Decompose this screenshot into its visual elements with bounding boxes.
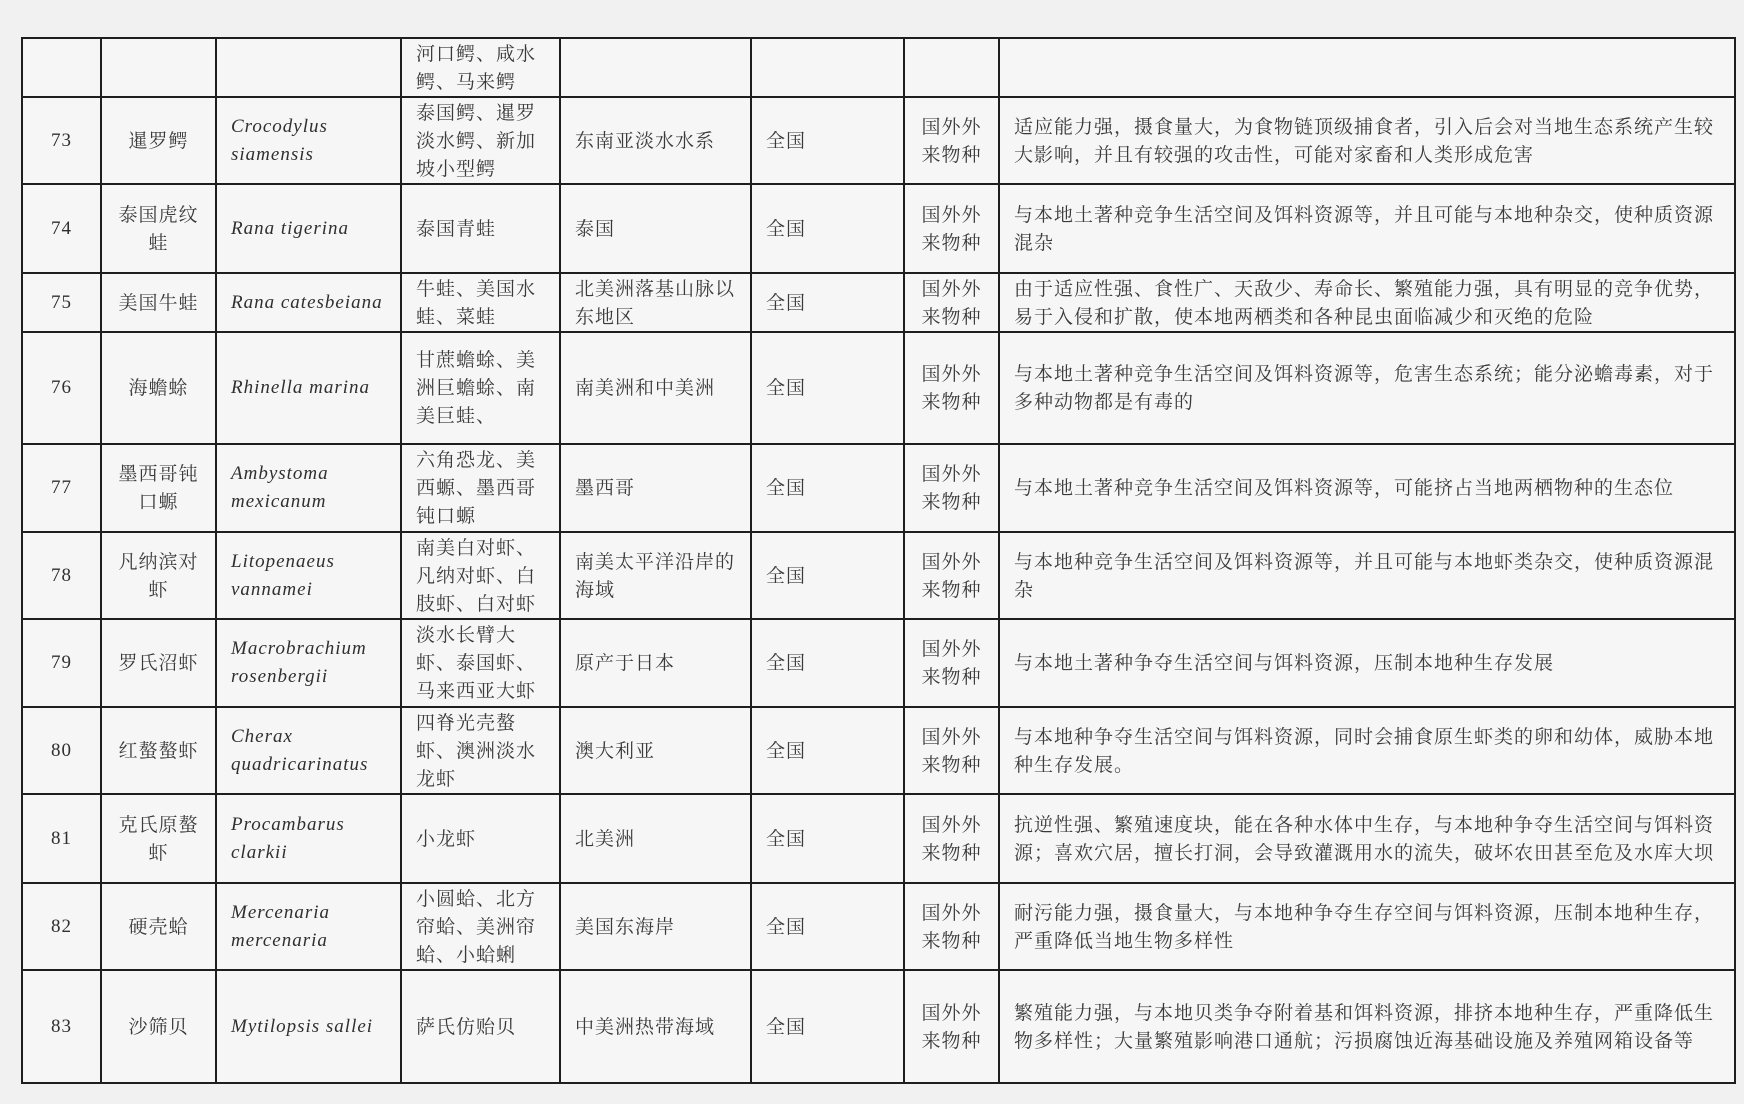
cell-alias: 河口鳄、咸水鳄、马来鳄: [401, 38, 560, 97]
cell-alias: 六角恐龙、美西螈、墨西哥钝口螈: [401, 444, 560, 532]
cell-chinese-name: 罗氏沼虾: [101, 619, 216, 707]
cell-category: 国外外来物种: [904, 332, 999, 444]
cell-alias: 淡水长臂大虾、泰国虾、马来西亚大虾: [401, 619, 560, 707]
table-row: [22, 619, 1735, 707]
cell-number: 81: [22, 794, 101, 883]
cell-origin: 南美太平洋沿岸的海域: [560, 532, 751, 619]
cell-scientific-name: Ambystoma mexicanum: [216, 444, 401, 532]
table-row: [22, 883, 1735, 970]
cell-distribution: 全国: [751, 619, 904, 707]
cell-chinese-name: 凡纳滨对虾: [101, 532, 216, 619]
cell-number: 76: [22, 332, 101, 444]
cell-category: [904, 38, 999, 97]
cell-chinese-name: [101, 38, 216, 97]
cell-category: 国外外来物种: [904, 184, 999, 273]
cell-distribution: 全国: [751, 332, 904, 444]
cell-harm: 与本地土著种竞争生活空间及饵料资源等，可能挤占当地两栖物种的生态位: [999, 444, 1735, 532]
cell-alias: 小龙虾: [401, 794, 560, 883]
cell-origin: 北美洲落基山脉以东地区: [560, 273, 751, 332]
cell-alias: 四脊光壳螯虾、澳洲淡水龙虾: [401, 707, 560, 794]
cell-chinese-name: 墨西哥钝口螈: [101, 444, 216, 532]
cell-origin: 墨西哥: [560, 444, 751, 532]
cell-category: 国外外来物种: [904, 444, 999, 532]
cell-distribution: 全国: [751, 444, 904, 532]
cell-distribution: 全国: [751, 273, 904, 332]
cell-number: 74: [22, 184, 101, 273]
cell-number: 77: [22, 444, 101, 532]
cell-harm: 抗逆性强、繁殖速度块，能在各种水体中生存，与本地种争夺生活空间与饵料资源；喜欢穴居，擅长打洞，会导致灌溉用水的流失，破坏农田甚至危及水库大坝: [999, 794, 1735, 883]
cell-chinese-name: 硬壳蛤: [101, 883, 216, 970]
cell-harm: 与本地种竞争生活空间及饵料资源等，并且可能与本地虾类杂交，使种质资源混杂: [999, 532, 1735, 619]
cell-alias: 牛蛙、美国水蛙、菜蛙: [401, 273, 560, 332]
cell-category: 国外外来物种: [904, 532, 999, 619]
table-row: [22, 794, 1735, 883]
cell-category: 国外外来物种: [904, 97, 999, 184]
cell-distribution: 全国: [751, 532, 904, 619]
cell-chinese-name: 美国牛蛙: [101, 273, 216, 332]
cell-chinese-name: 海蟾蜍: [101, 332, 216, 444]
cell-scientific-name: Cherax quadricarinatus: [216, 707, 401, 794]
cell-origin: 澳大利亚: [560, 707, 751, 794]
cell-scientific-name: Mytilopsis sallei: [216, 970, 401, 1083]
cell-alias: 泰国鳄、暹罗淡水鳄、新加坡小型鳄: [401, 97, 560, 184]
cell-alias: 萨氏仿贻贝: [401, 970, 560, 1083]
table-row: [22, 97, 1735, 184]
cell-category: 国外外来物种: [904, 619, 999, 707]
cell-harm: [999, 38, 1735, 97]
cell-number: [22, 38, 101, 97]
document-page: [21, 37, 1734, 1082]
cell-distribution: 全国: [751, 707, 904, 794]
alien-species-table: [21, 37, 1736, 1084]
cell-harm: 耐污能力强，摄食量大，与本地种争夺生存空间与饵料资源，压制本地种生存，严重降低当地生物多样性: [999, 883, 1735, 970]
table-row: [22, 444, 1735, 532]
cell-number: 80: [22, 707, 101, 794]
cell-harm: 与本地种争夺生活空间与饵料资源，同时会捕食原生虾类的卵和幼体，威胁本地种生存发展。: [999, 707, 1735, 794]
cell-scientific-name: Mercenaria mercenaria: [216, 883, 401, 970]
cell-scientific-name: Crocodylus siamensis: [216, 97, 401, 184]
cell-scientific-name: Rana tigerina: [216, 184, 401, 273]
cell-number: 73: [22, 97, 101, 184]
cell-chinese-name: 沙筛贝: [101, 970, 216, 1083]
cell-origin: 美国东海岸: [560, 883, 751, 970]
cell-category: 国外外来物种: [904, 707, 999, 794]
cell-harm: 由于适应性强、食性广、天敌少、寿命长、繁殖能力强，具有明显的竞争优势，易于入侵和扩散，使本地两栖类和各种昆虫面临减少和灭绝的危险: [999, 273, 1735, 332]
cell-distribution: 全国: [751, 883, 904, 970]
cell-scientific-name: Procambarus clarkii: [216, 794, 401, 883]
cell-origin: 东南亚淡水水系: [560, 97, 751, 184]
cell-scientific-name: Macrobrachium rosenbergii: [216, 619, 401, 707]
cell-harm: 适应能力强，摄食量大，为食物链顶级捕食者，引入后会对当地生态系统产生较大影响，并且有较强的攻击性，可能对家畜和人类形成危害: [999, 97, 1735, 184]
cell-harm: 与本地土著种争夺生活空间与饵料资源，压制本地种生存发展: [999, 619, 1735, 707]
table-row: [22, 38, 1735, 97]
table-row: [22, 184, 1735, 273]
cell-scientific-name: [216, 38, 401, 97]
table-row: [22, 273, 1735, 332]
cell-category: 国外外来物种: [904, 970, 999, 1083]
cell-alias: 小圆蛤、北方帘蛤、美洲帘蛤、小蛤蜊: [401, 883, 560, 970]
cell-origin: 南美洲和中美洲: [560, 332, 751, 444]
cell-number: 75: [22, 273, 101, 332]
cell-chinese-name: 泰国虎纹蛙: [101, 184, 216, 273]
table-row: [22, 970, 1735, 1083]
cell-distribution: 全国: [751, 794, 904, 883]
cell-scientific-name: Litopenaeus vannamei: [216, 532, 401, 619]
cell-origin: [560, 38, 751, 97]
cell-harm: 与本地土著种竞争生活空间及饵料资源等，危害生态系统；能分泌蟾毒素，对于多种动物都是有毒的: [999, 332, 1735, 444]
cell-distribution: [751, 38, 904, 97]
table-row: [22, 707, 1735, 794]
cell-origin: 泰国: [560, 184, 751, 273]
cell-chinese-name: 红螯螯虾: [101, 707, 216, 794]
cell-origin: 原产于日本: [560, 619, 751, 707]
table-row: [22, 332, 1735, 444]
cell-alias: 甘蔗蟾蜍、美洲巨蟾蜍、南美巨蛙、: [401, 332, 560, 444]
table-row: [22, 532, 1735, 619]
cell-alias: 南美白对虾、凡纳对虾、白肢虾、白对虾: [401, 532, 560, 619]
cell-harm: 繁殖能力强，与本地贝类争夺附着基和饵料资源，排挤本地种生存，严重降低生物多样性；大量繁殖影响港口通航；污损腐蚀近海基础设施及养殖网箱设备等: [999, 970, 1735, 1083]
cell-category: 国外外来物种: [904, 273, 999, 332]
cell-harm: 与本地土著种竞争生活空间及饵料资源等，并且可能与本地种杂交，使种质资源混杂: [999, 184, 1735, 273]
cell-distribution: 全国: [751, 97, 904, 184]
cell-chinese-name: 克氏原螯虾: [101, 794, 216, 883]
cell-alias: 泰国青蛙: [401, 184, 560, 273]
cell-number: 78: [22, 532, 101, 619]
cell-origin: 中美洲热带海域: [560, 970, 751, 1083]
cell-number: 79: [22, 619, 101, 707]
cell-chinese-name: 暹罗鳄: [101, 97, 216, 184]
cell-distribution: 全国: [751, 970, 904, 1083]
cell-distribution: 全国: [751, 184, 904, 273]
cell-category: 国外外来物种: [904, 794, 999, 883]
cell-category: 国外外来物种: [904, 883, 999, 970]
cell-number: 82: [22, 883, 101, 970]
cell-origin: 北美洲: [560, 794, 751, 883]
cell-scientific-name: Rhinella marina: [216, 332, 401, 444]
cell-scientific-name: Rana catesbeiana: [216, 273, 401, 332]
cell-number: 83: [22, 970, 101, 1083]
